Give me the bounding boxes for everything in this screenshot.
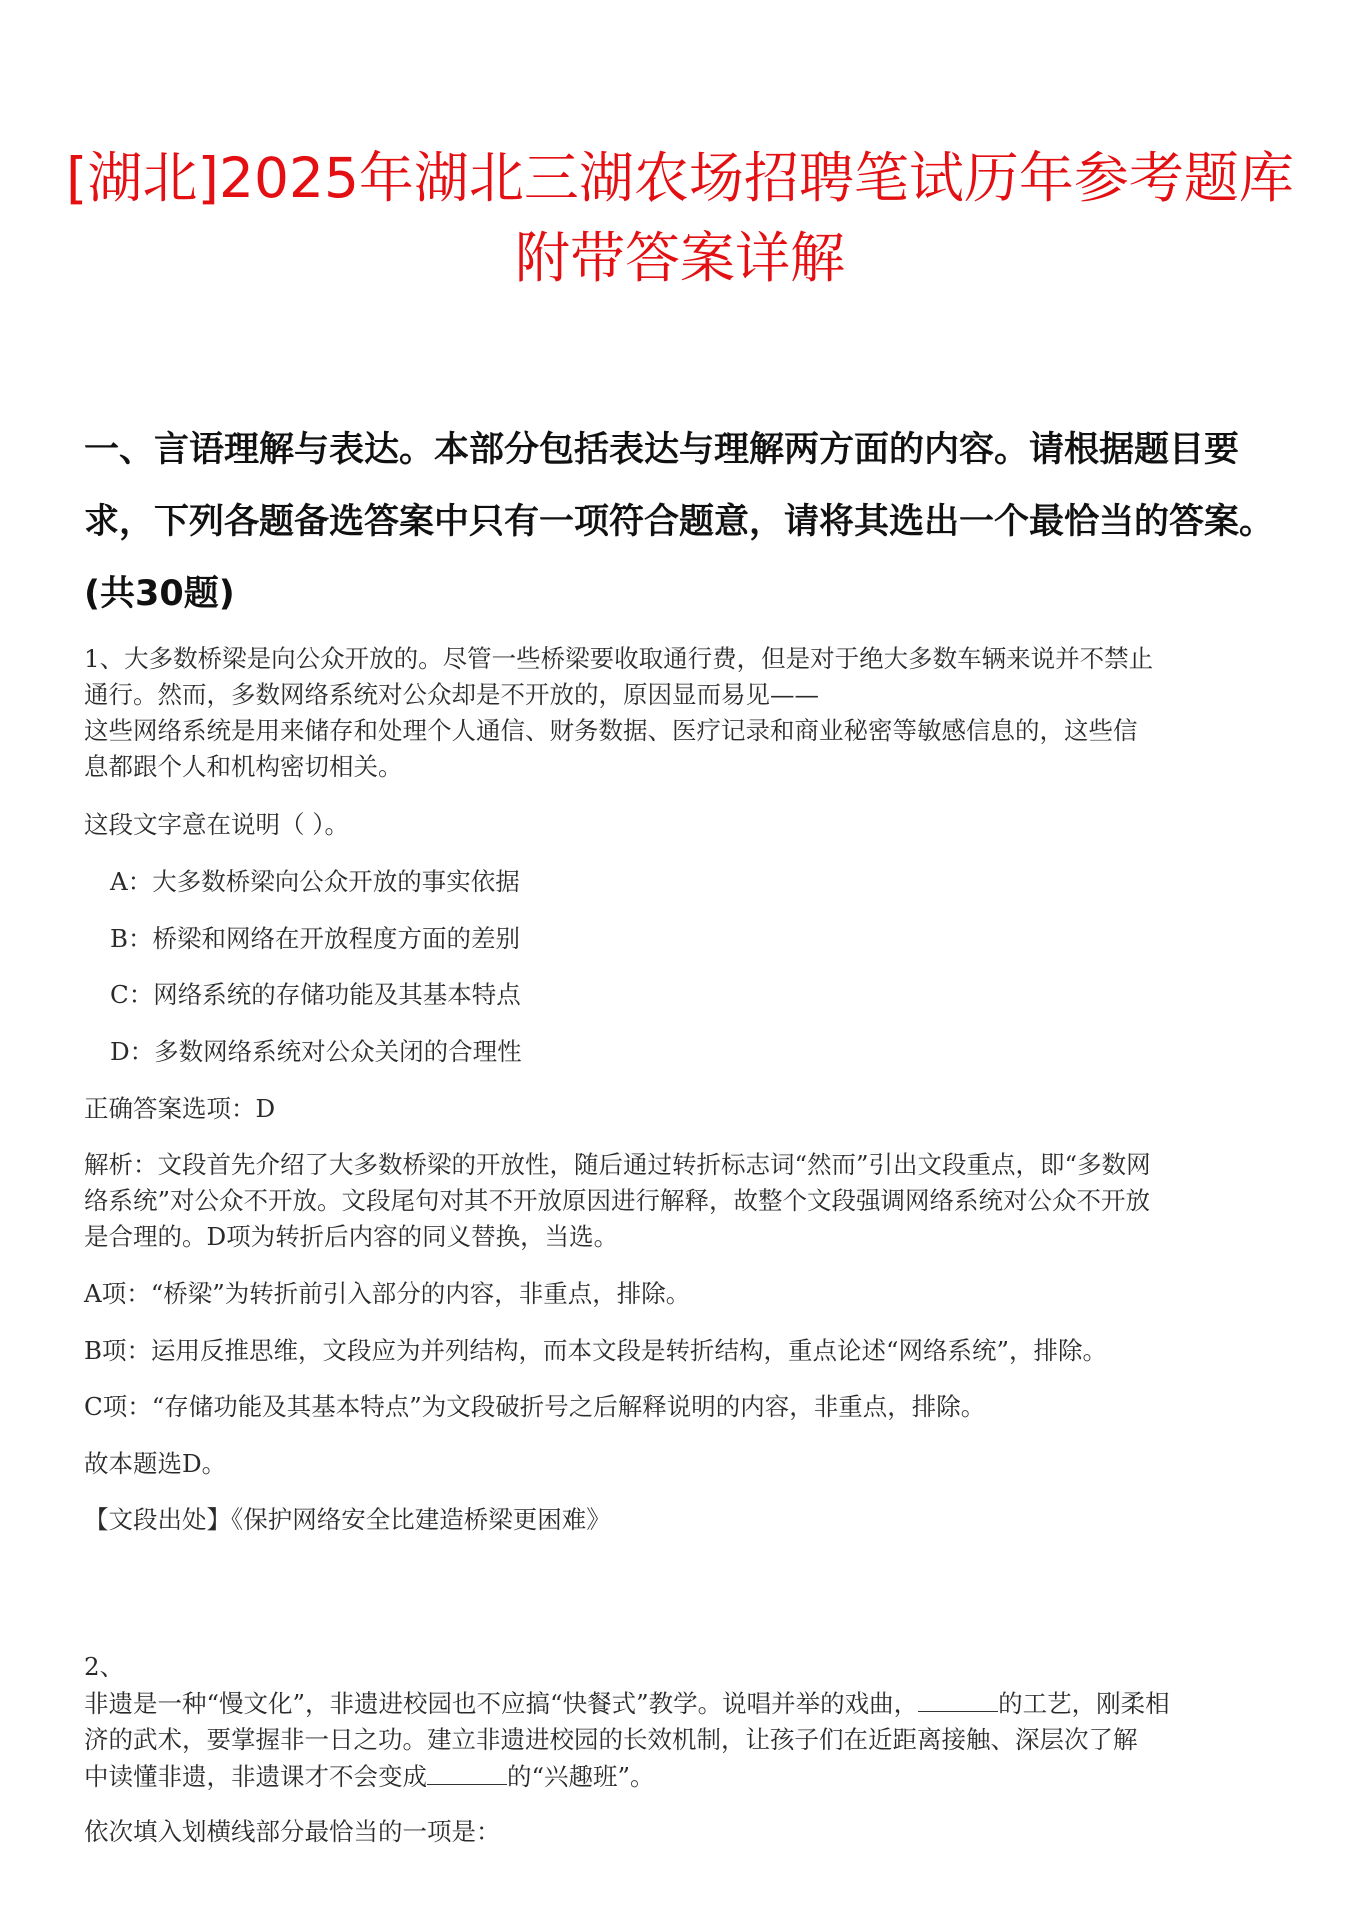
fill-blank [427,1758,507,1785]
note-c: C项：“存储功能及其基本特点”为文段破折号之后解释说明的内容，非重点，排除。 [84,1392,986,1421]
analysis-line: 络系统”对公众不开放。文段尾句对其不开放原因进行解释，故整个文段强调网络系统对公众不开放 [84,1186,1151,1215]
option-c: C：网络系统的存储功能及其基本特点 [110,980,521,1009]
stem-text: 的“兴趣班”。 [507,1762,655,1791]
section-heading: 一、言语理解与表达。本部分包括表达与理解两方面的内容。请根据题目要求，下列各题备选答案中只有一项符合题意，请将其选出一个最恰当的答案。(共30题) [84,430,1275,614]
option-d: D：多数网络系统对公众关闭的合理性 [110,1037,522,1066]
source-citation: 【文段出处】《保护网络安全比建造桥梁更困难》 [84,1505,611,1534]
stem-text: 非遗是一种“慢文化”，非遗进校园也不应搞“快餐式”教学。说唱并举的戏曲， [84,1689,919,1718]
stem-line: 这些网络系统是用来储存和处理个人通信、财务数据、医疗记录和商业秘密等敏感信息的，这些信 [84,716,1138,745]
question-2-stem [84,1649,1294,1795]
question-1-prompt: 这段文字意在说明（ ）。 [84,810,350,839]
stem-line: 通行。然而，多数网络系统对公众却是不开放的，原因显而易见—— [84,680,819,709]
note-b: B项：运用反推思维，文段应为并列结构，而本文段是转折结构，重点论述“网络系统”，排除。 [84,1336,1108,1365]
correct-answer: 正确答案选项：D [84,1094,276,1123]
conclusion: 故本题选D。 [84,1449,227,1478]
question-1-stem [84,641,1294,785]
stem-text: 的工艺，刚柔相 [998,1689,1170,1718]
title-line-2: 附带答案详解 [514,226,845,290]
analysis-line: 是合理的。D项为转折后内容的同义替换，当选。 [84,1222,619,1251]
document-title [60,138,1300,298]
stem-text: 济的武术，要掌握非一日之功。建立非遗进校园的长效机制，让孩子们在近距离接触、深层次了解 [84,1725,1138,1754]
stem-line: 1、大多数桥梁是向公众开放的。尽管一些桥梁要收取通行费，但是对于绝大多数车辆来说并不禁止 [84,644,1154,673]
stem-line: 息都跟个人和机构密切相关。 [84,752,403,781]
analysis-line: 解析：文段首先介绍了大多数桥梁的开放性，随后通过转折标志词“然而”引出文段重点，即“多数网 [84,1150,1151,1179]
question-2-prompt: 依次填入划横线部分最恰当的一项是： [84,1817,501,1846]
option-b: B：桥梁和网络在开放程度方面的差别 [110,924,521,953]
fill-blank [918,1685,998,1712]
question-number: 2、 [84,1652,125,1681]
stem-text: 中读懂非遗，非遗课才不会变成 [84,1762,427,1791]
note-a: A项：“桥梁”为转折前引入部分的内容，非重点，排除。 [84,1279,691,1308]
title-line-1: [湖北]2025年湖北三湖农场招聘笔试历年参考题库 [66,146,1294,210]
option-a: A：大多数桥梁向公众开放的事实依据 [110,867,520,896]
analysis [84,1147,1294,1255]
